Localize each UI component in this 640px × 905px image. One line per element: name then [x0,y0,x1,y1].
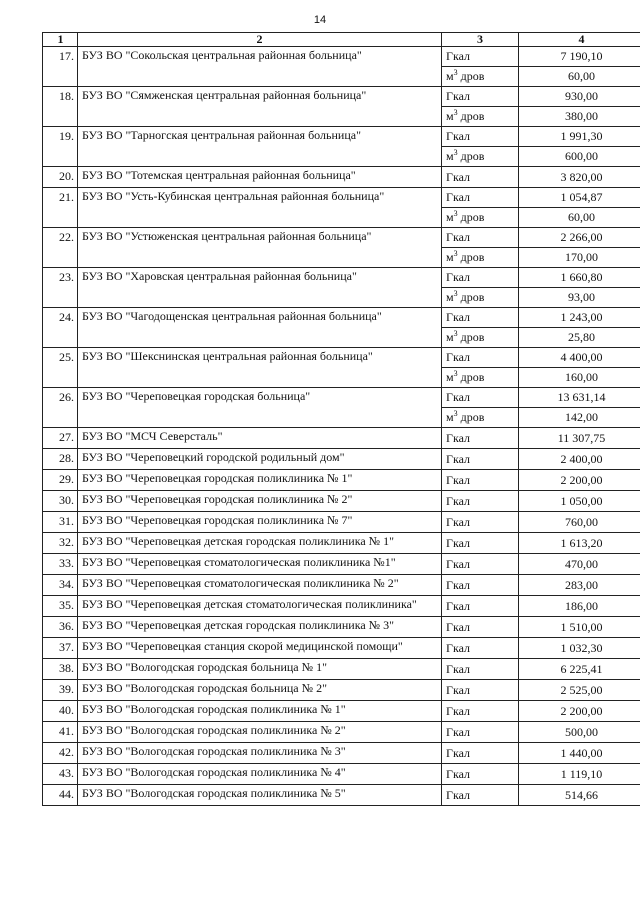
row-number: 33. [43,554,78,575]
table-row [43,188,640,208]
unit-cell: Гкал [442,268,519,288]
value-cell: 1 243,00 [519,308,640,328]
value-cell: 4 400,00 [519,348,640,368]
table-row [43,575,640,596]
row-number: 41. [43,722,78,743]
table-row [43,268,640,288]
table-row [43,722,640,743]
row-number: 31. [43,512,78,533]
row-number: 17. [43,47,78,87]
table-row [43,596,640,617]
table-row [43,743,640,764]
row-number: 28. [43,449,78,470]
value-cell: 470,00 [519,554,640,575]
table-row [43,47,640,67]
unit-cell: Гкал [442,491,519,512]
row-number: 30. [43,491,78,512]
value-cell: 2 200,00 [519,470,640,491]
value-cell: 600,00 [519,147,640,167]
unit-cell: Гкал [442,785,519,806]
table-row [43,554,640,575]
row-number: 44. [43,785,78,806]
value-cell: 760,00 [519,512,640,533]
row-number: 29. [43,470,78,491]
institution-name: БУЗ ВО "Харовская центральная районная больница" [78,268,442,308]
unit-cell: Гкал [442,743,519,764]
unit-cell: Гкал [442,127,519,147]
institution-name: БУЗ ВО "Сокольская центральная районная больница" [78,47,442,87]
institution-name: БУЗ ВО "Шекснинская центральная районная больница" [78,348,442,388]
value-cell: 60,00 [519,208,640,228]
institution-name: БУЗ ВО "Череповецкая городская больница" [78,388,442,428]
column-header-3: 3 [442,33,519,47]
value-cell: 1 440,00 [519,743,640,764]
table-row [43,388,640,408]
value-cell: 500,00 [519,722,640,743]
unit-cell: $м^3$ дров [442,288,519,308]
table-row [43,659,640,680]
row-number: 26. [43,388,78,428]
value-cell: 2 266,00 [519,228,640,248]
unit-cell: $м^3$ дров [442,107,519,127]
unit-cell: Гкал [442,764,519,785]
unit-cell: Гкал [442,348,519,368]
unit-cell: Гкал [442,680,519,701]
value-cell: 1 991,30 [519,127,640,147]
institution-name: БУЗ ВО "Череповецкая городская поликлиника № 2" [78,491,442,512]
unit-cell: Гкал [442,659,519,680]
unit-cell: Гкал [442,47,519,67]
unit-cell: Гкал [442,87,519,107]
table-body [43,47,640,806]
column-header-1: 1 [43,33,78,47]
institution-name: БУЗ ВО "Сямженская центральная районная больница" [78,87,442,127]
institution-name: БУЗ ВО "Усть-Кубинская центральная районная больница" [78,188,442,228]
unit-cell: $м^3$ дров [442,147,519,167]
unit-cell: Гкал [442,596,519,617]
row-number: 34. [43,575,78,596]
table-row [43,512,640,533]
row-number: 19. [43,127,78,167]
value-cell: 283,00 [519,575,640,596]
value-cell: 11 307,75 [519,428,640,449]
institution-name: БУЗ ВО "Череповецкая стоматологическая поликлиника № 2" [78,575,442,596]
unit-cell: Гкал [442,428,519,449]
value-cell: 514,66 [519,785,640,806]
unit-cell: Гкал [442,167,519,188]
table-row [43,428,640,449]
row-number: 23. [43,268,78,308]
institution-name: БУЗ ВО "Череповецкая детская городская поликлиника № 3" [78,617,442,638]
value-cell: 1 032,30 [519,638,640,659]
row-number: 18. [43,87,78,127]
value-cell: 7 190,10 [519,47,640,67]
unit-cell: Гкал [442,470,519,491]
value-cell: 2 525,00 [519,680,640,701]
institution-name: БУЗ ВО "МСЧ Северсталь" [78,428,442,449]
value-cell: 160,00 [519,368,640,388]
institution-name: БУЗ ВО "Череповецкая стоматологическая поликлиника №1" [78,554,442,575]
table-header-row [43,33,640,47]
table-row [43,638,640,659]
value-cell: 2 200,00 [519,701,640,722]
table-row [43,533,640,554]
table-row [43,764,640,785]
institution-name: БУЗ ВО "Вологодская городская поликлиника № 3" [78,743,442,764]
institution-name: БУЗ ВО "Вологодская городская поликлиника № 2" [78,722,442,743]
unit-cell: $м^3$ дров [442,368,519,388]
unit-cell: Гкал [442,638,519,659]
row-number: 38. [43,659,78,680]
table-row [43,308,640,328]
unit-cell: Гкал [442,617,519,638]
institution-name: БУЗ ВО "Вологодская городская поликлиника № 1" [78,701,442,722]
unit-cell: $м^3$ дров [442,248,519,268]
column-header-4: 4 [519,33,640,47]
value-cell: 93,00 [519,288,640,308]
row-number: 37. [43,638,78,659]
value-cell: 1 510,00 [519,617,640,638]
unit-cell: $м^3$ дров [442,208,519,228]
value-cell: 930,00 [519,87,640,107]
row-number: 35. [43,596,78,617]
row-number: 42. [43,743,78,764]
unit-cell: Гкал [442,701,519,722]
table-row [43,701,640,722]
institution-name: БУЗ ВО "Вологодская городская поликлиника № 4" [78,764,442,785]
value-cell: 186,00 [519,596,640,617]
institution-name: БУЗ ВО "Устюженская центральная районная больница" [78,228,442,268]
table-row [43,348,640,368]
unit-cell: Гкал [442,308,519,328]
institution-name: БУЗ ВО "Вологодская городская больница № 2" [78,680,442,701]
institution-name: БУЗ ВО "Тотемская центральная районная больница" [78,167,442,188]
unit-cell: $м^3$ дров [442,67,519,87]
row-number: 36. [43,617,78,638]
institution-name: БУЗ ВО "Вологодская городская больница № 1" [78,659,442,680]
table-row [43,785,640,806]
row-number: 43. [43,764,78,785]
value-cell: 1 054,87 [519,188,640,208]
table-row [43,617,640,638]
value-cell: 25,80 [519,328,640,348]
table-row [43,449,640,470]
institution-name: БУЗ ВО "Череповецкая городская поликлиника № 7" [78,512,442,533]
row-number: 27. [43,428,78,449]
value-cell: 3 820,00 [519,167,640,188]
institution-name: БУЗ ВО "Чагодощенская центральная районная больница" [78,308,442,348]
value-cell: 60,00 [519,67,640,87]
unit-cell: Гкал [442,188,519,208]
unit-cell: Гкал [442,554,519,575]
row-number: 21. [43,188,78,228]
value-cell: 1 050,00 [519,491,640,512]
table-row [43,680,640,701]
value-cell: 6 225,41 [519,659,640,680]
row-number: 25. [43,348,78,388]
value-cell: 13 631,14 [519,388,640,408]
data-table [42,32,640,806]
table-row [43,167,640,188]
unit-cell: $м^3$ дров [442,328,519,348]
column-header-2: 2 [78,33,442,47]
table-row [43,491,640,512]
table-row [43,87,640,107]
row-number: 22. [43,228,78,268]
institution-name: БУЗ ВО "Череповецкий городской родильный дом" [78,449,442,470]
unit-cell: Гкал [442,533,519,554]
row-number: 32. [43,533,78,554]
unit-cell: Гкал [442,388,519,408]
row-number: 24. [43,308,78,348]
row-number: 40. [43,701,78,722]
unit-cell: $м^3$ дров [442,408,519,428]
row-number: 20. [43,167,78,188]
value-cell: 170,00 [519,248,640,268]
table-row [43,127,640,147]
value-cell: 2 400,00 [519,449,640,470]
value-cell: 1 119,10 [519,764,640,785]
value-cell: 1 660,80 [519,268,640,288]
unit-cell: Гкал [442,228,519,248]
unit-cell: Гкал [442,722,519,743]
table-row [43,470,640,491]
page-number: 14 [313,14,327,26]
institution-name: БУЗ ВО "Череповецкая детская стоматологическая поликлиника" [78,596,442,617]
institution-name: БУЗ ВО "Череповецкая детская городская поликлиника № 1" [78,533,442,554]
institution-name: БУЗ ВО "Череповецкая станция скорой медицинской помощи" [78,638,442,659]
unit-cell: Гкал [442,512,519,533]
institution-name: БУЗ ВО "Тарногская центральная районная больница" [78,127,442,167]
value-cell: 380,00 [519,107,640,127]
unit-cell: Гкал [442,449,519,470]
institution-name: БУЗ ВО "Вологодская городская поликлиника № 5" [78,785,442,806]
unit-cell: Гкал [442,575,519,596]
table-row [43,228,640,248]
value-cell: 142,00 [519,408,640,428]
row-number: 39. [43,680,78,701]
institution-name: БУЗ ВО "Череповецкая городская поликлиника № 1" [78,470,442,491]
value-cell: 1 613,20 [519,533,640,554]
